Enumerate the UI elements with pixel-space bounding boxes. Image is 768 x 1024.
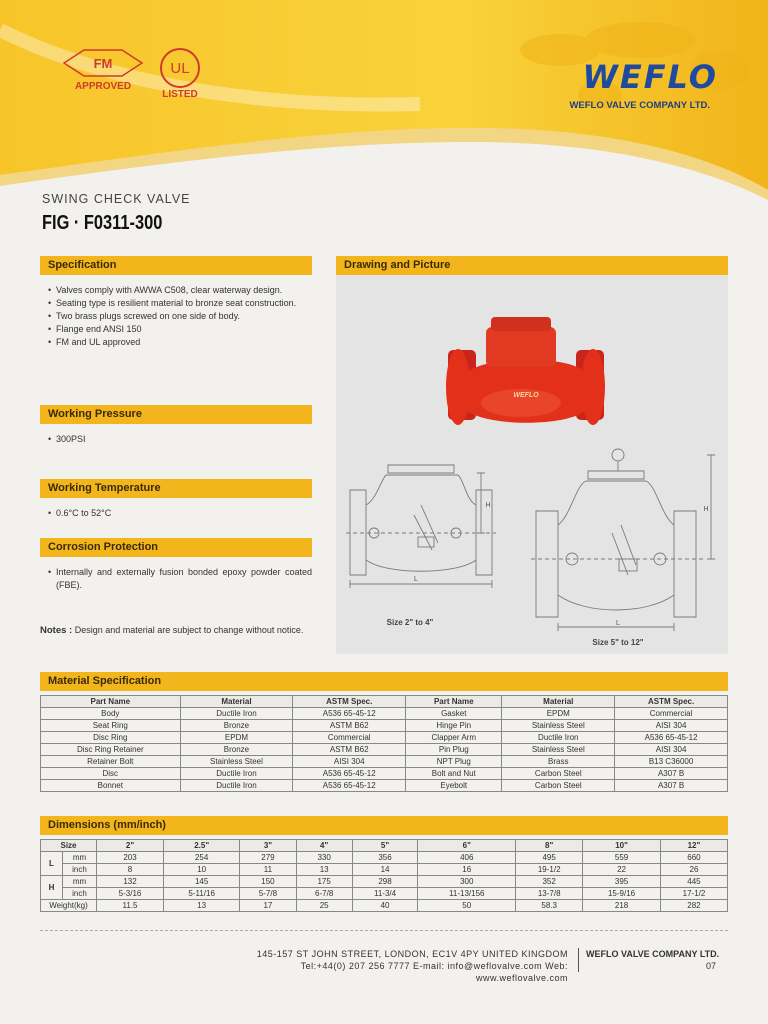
table-cell: Commercial [293,732,406,744]
table-row [41,744,728,756]
table-cell: A536 65-45-12 [293,768,406,780]
size-column-header: 6" [418,840,516,852]
dimension-group-label: H [41,876,63,900]
table-cell: 13 [164,900,240,912]
valve-brand-text: WEFLO [513,392,539,399]
table-cell: 16 [418,864,516,876]
page-number: 07 [705,961,716,971]
table-cell: B13 C36000 [615,756,728,768]
table-cell: Body [41,708,181,720]
company-brand [569,58,718,111]
table-cell: 145 [164,876,240,888]
fm-label: APPROVED [74,81,132,92]
list-item: • Two brass plugs screwed on one side of body. [48,310,312,323]
table-cell: 406 [418,852,516,864]
table-cell: 298 [352,876,418,888]
table-cell: Bronze [180,720,293,732]
column-header: Material [502,696,615,708]
table-cell: 17-1/2 [660,888,727,900]
table-cell: A307 B [615,768,728,780]
table-cell: 22 [583,864,661,876]
list-item: • FM and UL approved [48,336,312,349]
table-cell: Eyebolt [406,780,502,792]
valve-drawing-small [346,465,496,588]
corrosion-protection-list [40,566,312,592]
footer-company-name: WEFLO VALVE COMPANY LTD. [586,949,720,959]
table-cell: AISI 304 [615,720,728,732]
table-cell: A307 B [615,780,728,792]
table-cell: Ductile Iron [180,708,293,720]
dimensions-heading: Dimensions (mm/inch) [40,816,728,835]
size-column-header: 3" [240,840,296,852]
table-cell: Stainless Steel [502,720,615,732]
table-cell: Carbon Steel [502,768,615,780]
specification-section [40,256,312,349]
size-column-header: 8" [516,840,583,852]
valve-photo [446,317,605,425]
table-cell: Bolt and Nut [406,768,502,780]
size-header: Size [41,840,97,852]
table-cell: 6-7/8 [296,888,352,900]
caption-small-size: Size 2" to 4" [386,618,434,627]
dimensions-section [40,816,728,912]
svg-text:FM: FM [93,56,113,71]
dim-h-label-large: H [703,506,709,513]
valve-drawings [336,275,728,654]
table-cell: Ductile Iron [502,732,615,744]
drawing-area [336,275,728,654]
dim-l-label-small: L [414,576,418,583]
contact-text: Tel:+44(0) 207 256 7777 E-mail: info@weflovalve.com Web: www.weflovalve.com [300,961,568,983]
material-spec-table [40,695,728,792]
column-header: Part Name [41,696,181,708]
dimensions-body [41,852,728,912]
table-cell: Gasket [406,708,502,720]
table-cell: 218 [583,900,661,912]
table-cell: 559 [583,852,661,864]
table-row [41,732,728,744]
table-cell: 58.3 [516,900,583,912]
weight-label: Weight(kg) [41,900,97,912]
table-cell: 282 [660,900,727,912]
table-cell: 352 [516,876,583,888]
title-block [42,192,191,235]
table-cell: 19-1/2 [516,864,583,876]
notes-label: Notes : [40,625,73,636]
list-item: • Internally and externally fusion bonded epoxy powder coated (FBE). [48,566,312,592]
column-header: Part Name [406,696,502,708]
table-cell: 175 [296,876,352,888]
table-cell: 5-11/16 [164,888,240,900]
table-cell: Brass [502,756,615,768]
valve-drawing-large [531,449,715,631]
working-temperature-list [40,507,312,520]
table-cell: Bronze [180,744,293,756]
table-row [41,864,728,876]
table-row [41,852,728,864]
table-cell: Carbon Steel [502,780,615,792]
table-cell: Ductile Iron [180,780,293,792]
ul-label: LISTED [162,89,198,100]
list-item: • Flange end ANSI 150 [48,323,312,336]
table-row [41,780,728,792]
fm-approved-logo [62,48,144,92]
material-spec-section [40,672,728,792]
specification-heading: Specification [40,256,312,275]
table-cell: 13-7/8 [516,888,583,900]
table-row [41,756,728,768]
size-column-header: 5" [352,840,418,852]
table-cell: Seat Ring [41,720,181,732]
material-spec-body [41,708,728,792]
table-cell: 5-7/8 [240,888,296,900]
table-cell: Stainless Steel [502,744,615,756]
table-cell: Disc Ring [41,732,181,744]
column-header: ASTM Spec. [615,696,728,708]
table-row [41,768,728,780]
working-pressure-list [40,433,312,446]
table-cell: Stainless Steel [180,756,293,768]
working-pressure-section [40,405,312,446]
address-text: 145-157 ST JOHN STREET, LONDON, EC1V 4PY UNITED KINGDOM [256,949,568,959]
working-temperature-section [40,479,312,520]
table-cell: NPT Plug [406,756,502,768]
size-column-header: 2" [97,840,164,852]
table-cell: 5-3/16 [97,888,164,900]
table-row [41,900,728,912]
table-cell: 15-9/16 [583,888,661,900]
material-spec-heading: Material Specification [40,672,728,691]
size-column-header: 12" [660,840,727,852]
drawing-panel [336,256,728,654]
table-cell: AISI 304 [615,744,728,756]
table-cell: A536 65-45-12 [615,732,728,744]
notes [40,624,312,637]
table-row [41,708,728,720]
corrosion-protection-heading: Corrosion Protection [40,538,312,557]
table-cell: 11.5 [97,900,164,912]
list-item: • 0.6°C to 52°C [48,507,312,520]
company-name: WEFLO VALVE COMPANY LTD. [569,100,710,111]
table-row [41,876,728,888]
dim-l-label-large: L [616,620,620,627]
table-cell: 395 [583,876,661,888]
dimension-group-label: L [41,852,63,876]
table-cell: Retainer Bolt [41,756,181,768]
footer-separator [578,948,579,972]
table-cell: 11-3/4 [352,888,418,900]
table-cell: A536 65-45-12 [293,708,406,720]
table-cell: EPDM [180,732,293,744]
table-cell: Disc Ring Retainer [41,744,181,756]
dim-h-label-small: H [485,502,491,509]
footer-company [586,948,726,972]
footer-address [222,948,568,984]
ul-listed-logo [160,48,200,100]
list-item: • Valves comply with AWWA C508, clear waterway design. [48,284,312,297]
table-cell: 25 [296,900,352,912]
table-cell: 11-13/156 [418,888,516,900]
footer-divider [40,930,728,931]
table-row [41,720,728,732]
unit-label: mm [63,852,97,864]
size-column-header: 10" [583,840,661,852]
list-item: • Seating type is resilient material to bronze seat construction. [48,297,312,310]
table-cell: A536 65-45-12 [293,780,406,792]
unit-label: inch [63,864,97,876]
table-cell: 11 [240,864,296,876]
size-column-header: 4" [296,840,352,852]
specification-list [40,284,312,349]
table-cell: 14 [352,864,418,876]
table-cell: 40 [352,900,418,912]
table-row [41,888,728,900]
fm-diamond-icon [62,48,144,78]
table-cell: 445 [660,876,727,888]
table-cell: Clapper Arm [406,732,502,744]
table-cell: Ductile Iron [180,768,293,780]
unit-label: inch [63,888,97,900]
table-cell: 26 [660,864,727,876]
table-cell: 495 [516,852,583,864]
table-cell: 132 [97,876,164,888]
ul-circle-icon: UL [160,48,200,88]
table-cell: 660 [660,852,727,864]
size-column-header: 2.5" [164,840,240,852]
table-cell: 150 [240,876,296,888]
table-cell: Hinge Pin [406,720,502,732]
table-cell: Pin Plug [406,744,502,756]
table-cell: ASTM B62 [293,744,406,756]
table-cell: 356 [352,852,418,864]
working-pressure-heading: Working Pressure [40,405,312,424]
table-cell: 330 [296,852,352,864]
table-cell: ASTM B62 [293,720,406,732]
list-item: • 300PSI [48,433,312,446]
table-cell: EPDM [502,708,615,720]
column-header: ASTM Spec. [293,696,406,708]
unit-label: mm [63,876,97,888]
table-cell: 254 [164,852,240,864]
table-cell: Commercial [615,708,728,720]
table-header-row [41,840,728,852]
table-cell: 300 [418,876,516,888]
table-cell: 17 [240,900,296,912]
table-cell: Disc [41,768,181,780]
table-cell: 10 [164,864,240,876]
caption-large-size: Size 5" to 12" [592,638,644,647]
table-cell: Bonnet [41,780,181,792]
table-cell: 13 [296,864,352,876]
table-header-row [41,696,728,708]
figure-number: FIG · F0311-300 [42,212,163,234]
dimensions-table [40,839,728,912]
corrosion-protection-section [40,538,312,592]
column-header: Material [180,696,293,708]
weflo-logo: WEFLO [582,58,718,96]
table-cell: 8 [97,864,164,876]
table-cell: 279 [240,852,296,864]
table-cell: AISI 304 [293,756,406,768]
product-subtitle: SWING CHECK VALVE [42,192,191,206]
working-temperature-heading: Working Temperature [40,479,312,498]
table-cell: 203 [97,852,164,864]
table-cell: 50 [418,900,516,912]
drawing-heading: Drawing and Picture [336,256,728,275]
notes-text: Design and material are subject to change without notice. [74,625,304,635]
